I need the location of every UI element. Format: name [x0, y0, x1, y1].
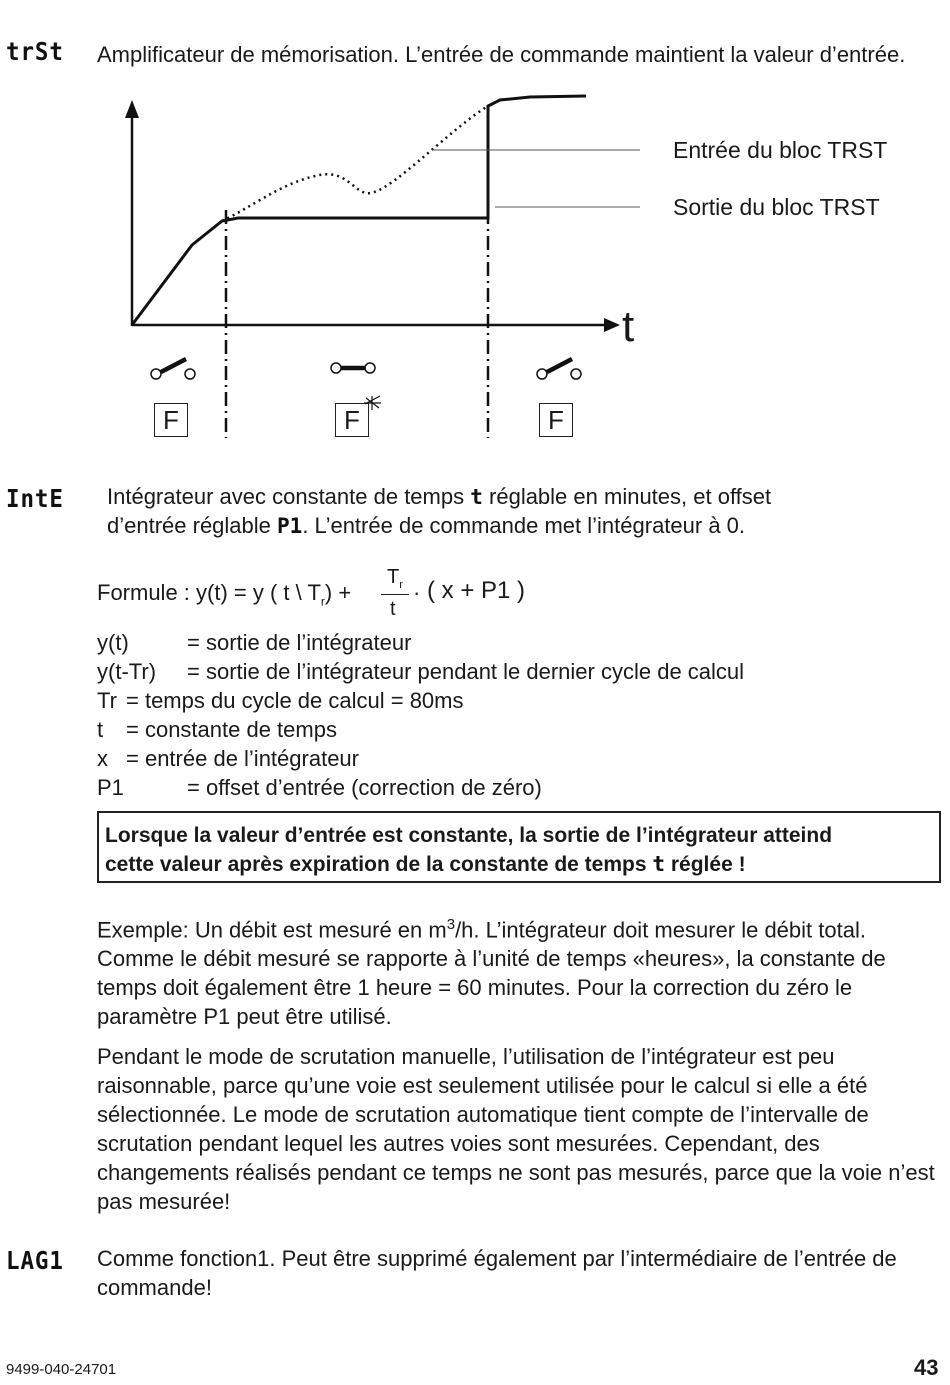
def-term-4: t — [97, 717, 104, 742]
f-box-3: F — [539, 403, 573, 437]
formula-prefix: Formule : y(t) = y ( t \ T — [97, 580, 321, 605]
f-box-2: F — [335, 403, 369, 437]
lag1-description: Comme fonction1. Peut être supprimé également par l’intermédiaire de l’entrée de commande! — [97, 1246, 897, 1300]
label-input: Entrée du bloc TRST — [673, 137, 888, 163]
def-term-2: y(t-Tr) — [97, 659, 157, 684]
input-curve — [222, 106, 488, 221]
trst-description: Amplificateur de mémorisation. L’entrée de commande maintient la valeur d’entrée. — [97, 42, 906, 67]
def-term-3: Tr — [97, 688, 117, 713]
inte-line-2 — [107, 511, 745, 541]
trst-diagram — [0, 0, 950, 450]
example-paragraph: Exemple: Un débit est mesuré en $m^3/h$. L’intégrateur doit mesurer le débit total. Comme le débit mesuré se rapporte à l’unité de temps «heures», la constante de temps doit également être 1 heure = 60 minutes. Pour la correction du zéro le paramètre P1 peut être utilisé. — [97, 916, 886, 1030]
note-box — [97, 811, 941, 883]
doc-number: 9499-040-24701 — [6, 1361, 117, 1378]
formula — [97, 566, 697, 626]
def-term-1: y(t) — [97, 630, 129, 655]
inte-code-t: t — [470, 485, 483, 509]
trst-code: trSt — [6, 37, 64, 66]
def-text-2: = sortie de l’intégrateur pendant le dernier cycle de calcul — [187, 659, 745, 684]
formula-dot: · — [413, 580, 421, 605]
switch-open-icon-1 — [151, 359, 195, 379]
fraction-numerator: $T_r$ — [387, 566, 403, 591]
def-text-5: = entrée de l’intégrateur — [126, 746, 359, 771]
note-code-t: t — [652, 852, 666, 876]
switch-closed-icon — [331, 363, 375, 373]
x-axis-arrow — [604, 318, 620, 332]
def-text-3: = temps du cycle de calcul = 80ms — [126, 688, 464, 713]
f-box-1: F — [154, 403, 188, 437]
inte-text-c: d’entrée réglable — [107, 513, 271, 538]
y-axis-arrow — [125, 100, 139, 118]
inte-text-a: Intégrateur avec constante de temps — [107, 484, 465, 509]
scan-mode-paragraph: Pendant le mode de scrutation manuelle, l’utilisation de l’intégrateur est peu raisonnable, parce qu’une voie est seulement utilisée pour le calcul si elle a été sélectionnée. Le mode de scrutation automatique tient compte de l’intervalle de scrutation pendant lequel les autres voies sont mesurées. Cependant, des changements réalisés pendant ce temps ne sont pas mesurés, parce que la voie n’est pas mesurée! — [97, 1044, 935, 1214]
inte-text-d: . L’entrée de commande met l’intégrateur à 0. — [302, 513, 746, 538]
axis-t-label: t — [622, 302, 635, 351]
def-term-5: x — [97, 746, 108, 771]
formula-mid: ) + — [324, 580, 352, 605]
inte-code: IntE — [6, 484, 64, 513]
label-output: Sortie du bloc TRST — [673, 194, 880, 220]
formula-paren: ( x + P1 ) — [427, 577, 526, 604]
def-text-1: = sortie de l’intégrateur — [187, 630, 412, 655]
output-curve — [132, 96, 586, 325]
fraction-denominator: t — [390, 598, 396, 620]
def-text-4: = constante de temps — [126, 717, 337, 742]
formula-sub-r: r — [320, 594, 325, 609]
inte-text-b: réglable en minutes, et offset — [489, 484, 772, 509]
inte-line-1 — [107, 482, 771, 512]
lag1-code: LAG1 — [6, 1246, 64, 1275]
fraction-bar — [381, 594, 409, 595]
def-term-6: P1 — [97, 775, 124, 800]
def-text-6: = offset d’entrée (correction de zéro) — [187, 775, 542, 800]
inte-code-p1: P1 — [277, 514, 303, 538]
switch-open-icon-2 — [537, 359, 581, 379]
note-line-1: Lorsque la valeur d’entrée est constante, la sortie de l’intégrateur atteind — [105, 824, 833, 847]
note-line-2: cette valeur après expiration de la constante de temps t réglée ! — [105, 852, 746, 876]
page-number: 43 — [914, 1355, 939, 1380]
